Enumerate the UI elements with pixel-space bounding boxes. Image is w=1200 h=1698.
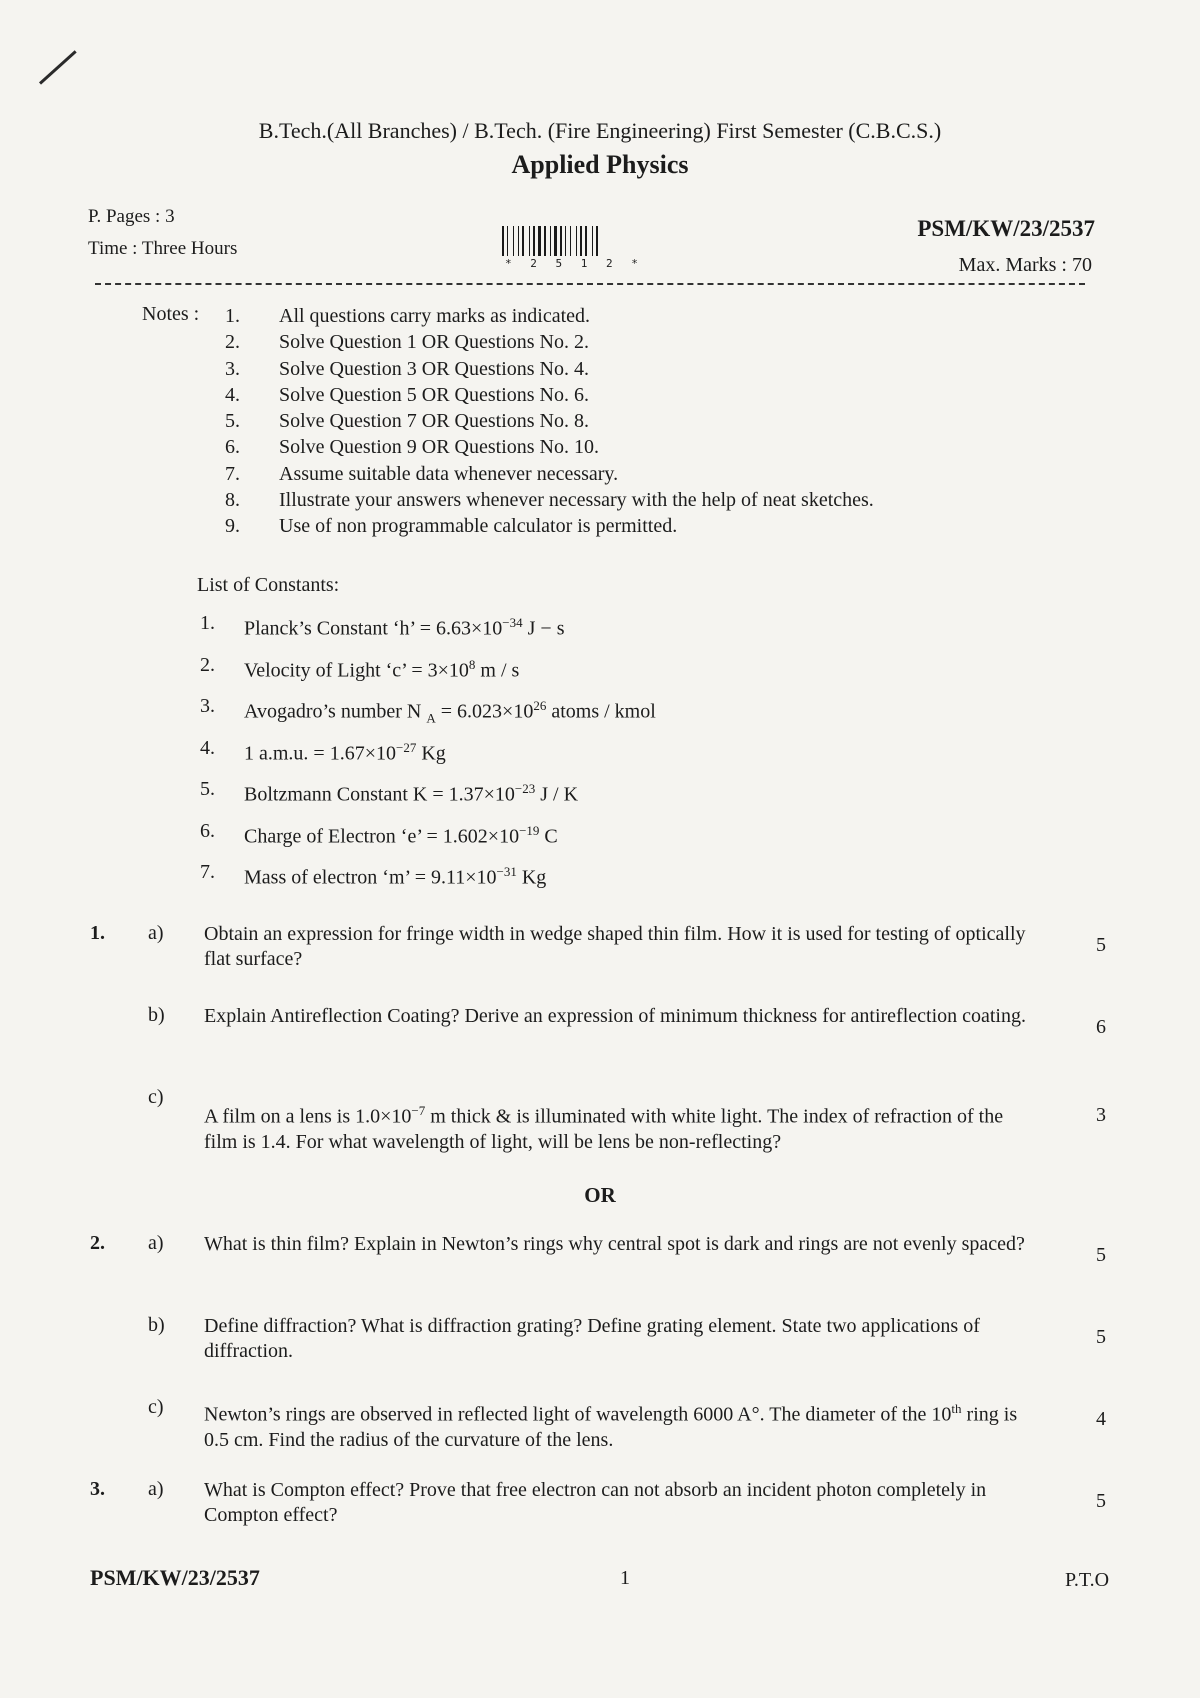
note-item bbox=[225, 513, 1025, 539]
barcode-bar bbox=[513, 226, 514, 256]
question-text-superscript: th bbox=[951, 1401, 962, 1416]
note-item bbox=[225, 303, 1025, 329]
constant-mantissa: = 1.602×10 bbox=[426, 825, 520, 848]
constant-expression bbox=[244, 857, 546, 899]
notes-label: Notes : bbox=[142, 303, 200, 325]
constant-label: Avogadro’s number N bbox=[244, 700, 422, 723]
note-item bbox=[225, 329, 1025, 355]
barcode-bar bbox=[585, 226, 587, 256]
question-marks: 6 bbox=[1096, 1016, 1106, 1038]
note-number: 6. bbox=[225, 436, 240, 459]
page-count: P. Pages : 3 bbox=[88, 206, 175, 227]
notes-list bbox=[225, 303, 1025, 540]
question-part: a) bbox=[148, 1232, 164, 1254]
course-heading: B.Tech.(All Branches) / B.Tech. (Fire Engineering) First Semester (C.B.C.S.) bbox=[258, 118, 942, 143]
constant-expression bbox=[244, 816, 558, 858]
constant-label: Charge of Electron ‘e’ bbox=[244, 825, 422, 848]
constant-mantissa: = 6.023×10 bbox=[435, 700, 534, 723]
constant-expression bbox=[244, 691, 656, 733]
barcode-bar bbox=[536, 226, 537, 256]
constant-mantissa: = 6.63×10 bbox=[419, 617, 503, 640]
note-number: 8. bbox=[225, 489, 240, 512]
constant-item bbox=[200, 691, 900, 733]
question-text-post: ring is 0.5 cm. Find the radius of the curvature of the lens. bbox=[204, 1403, 1018, 1451]
question-marks: 3 bbox=[1096, 1104, 1106, 1126]
constant-number: 6. bbox=[200, 819, 215, 842]
question-text: Define diffraction? What is diffraction grating? Define grating element. State two applications of diffraction. bbox=[204, 1315, 980, 1362]
constant-unit: atoms / kmol bbox=[546, 700, 656, 723]
note-text: Solve Question 1 OR Questions No. 2. bbox=[279, 331, 589, 354]
page-number: 1 bbox=[620, 1567, 630, 1589]
question-number: 2. bbox=[90, 1232, 105, 1254]
question-text: Obtain an expression for fringe width in wedge shaped thin film. How it is used for testing of optically flat surface? bbox=[204, 923, 1026, 970]
note-text: Solve Question 7 OR Questions No. 8. bbox=[279, 410, 589, 433]
constant-exp: −34 bbox=[502, 615, 523, 630]
constant-number: 4. bbox=[200, 736, 215, 759]
constant-sub: A bbox=[426, 710, 436, 726]
barcode bbox=[502, 226, 632, 256]
question-text bbox=[204, 1098, 1034, 1155]
question-text: What is Compton effect? Prove that free electron can not absorb an incident photon completely in Compton effect? bbox=[204, 1479, 987, 1526]
constant-expression bbox=[244, 774, 578, 816]
question-text-pre: Newton’s rings are observed in reflected light of wavelength 6000 A°. The diameter of the 10 bbox=[204, 1403, 952, 1426]
constant-exp: −23 bbox=[514, 781, 536, 796]
question-marks: 5 bbox=[1096, 1326, 1106, 1348]
question-marks: 5 bbox=[1096, 934, 1106, 956]
constants-list bbox=[200, 608, 900, 899]
question-part: c) bbox=[148, 1396, 164, 1418]
note-number: 4. bbox=[225, 383, 240, 406]
note-text: Solve Question 3 OR Questions No. 4. bbox=[279, 357, 589, 380]
note-number: 7. bbox=[225, 462, 240, 485]
question-part: b) bbox=[148, 1004, 165, 1026]
barcode-bar bbox=[592, 226, 593, 256]
barcode-bar bbox=[542, 226, 543, 256]
barcode-bar bbox=[515, 226, 517, 256]
barcode-bar bbox=[509, 226, 512, 256]
constant-expression bbox=[244, 733, 446, 775]
constant-exp: 26 bbox=[533, 698, 547, 713]
barcode-bar bbox=[560, 226, 562, 256]
constant-item bbox=[200, 733, 900, 775]
question-part: c) bbox=[148, 1086, 164, 1108]
barcode-bar bbox=[572, 226, 575, 256]
header-divider bbox=[95, 283, 1085, 285]
constant-mantissa: = 3×10 bbox=[411, 659, 469, 682]
constant-exp: −27 bbox=[396, 739, 417, 755]
constant-number: 2. bbox=[200, 653, 215, 676]
note-item bbox=[225, 461, 1025, 487]
constant-item bbox=[200, 857, 900, 899]
please-turn-over: P.T.O bbox=[1065, 1569, 1110, 1591]
barcode-bar bbox=[563, 226, 564, 256]
constant-exp: −19 bbox=[519, 822, 540, 838]
note-number: 9. bbox=[225, 515, 240, 538]
note-text: All questions carry marks as indicated. bbox=[279, 305, 591, 327]
barcode-bar bbox=[547, 226, 549, 256]
barcode-bar bbox=[596, 226, 598, 256]
constant-unit: m / s bbox=[475, 659, 520, 682]
constant-expression bbox=[244, 650, 519, 692]
note-item bbox=[225, 408, 1025, 434]
constant-number: 1. bbox=[200, 612, 215, 634]
question-text-post: m thick & is illuminated with white light. The index of refraction of the film is 1.4. For what wavelength of light, will be lens be non-reflecting? bbox=[204, 1105, 1004, 1153]
note-number: 5. bbox=[225, 410, 240, 433]
barcode-bar bbox=[552, 226, 553, 256]
barcode-bar bbox=[567, 226, 569, 256]
question-number: 3. bbox=[90, 1478, 105, 1500]
question-part: b) bbox=[148, 1314, 165, 1336]
barcode-bar bbox=[580, 226, 582, 256]
or-separator: OR bbox=[584, 1183, 616, 1207]
note-text: Assume suitable data whenever necessary. bbox=[279, 462, 619, 485]
barcode-bar bbox=[570, 226, 571, 256]
constant-mantissa: 1.67×10 bbox=[329, 742, 396, 765]
question-text-pre: A film on a lens is 1.0×10 bbox=[204, 1105, 412, 1128]
constant-expression bbox=[244, 608, 565, 650]
barcode-bar bbox=[550, 226, 551, 256]
barcode-bar bbox=[554, 226, 557, 256]
note-number: 2. bbox=[225, 331, 240, 354]
constant-number: 7. bbox=[200, 861, 215, 883]
constant-number: 5. bbox=[200, 778, 215, 800]
barcode-bar bbox=[507, 226, 508, 256]
note-item bbox=[225, 356, 1025, 382]
question-number: 1. bbox=[90, 922, 105, 944]
barcode-bar bbox=[531, 226, 532, 256]
barcode-bar bbox=[594, 226, 595, 256]
barcode-bar bbox=[502, 226, 504, 256]
constant-unit: J − s bbox=[522, 617, 565, 640]
constant-unit: J / K bbox=[535, 783, 579, 806]
constant-unit: C bbox=[539, 825, 558, 848]
question-marks: 5 bbox=[1096, 1490, 1106, 1512]
barcode-bar bbox=[558, 226, 559, 256]
constant-item bbox=[200, 816, 900, 858]
constant-number: 3. bbox=[200, 695, 215, 717]
note-text: Illustrate your answers whenever necessary with the help of neat sketches. bbox=[279, 489, 874, 512]
question-text: Explain Antireflection Coating? Derive an expression of minimum thickness for antireflection coating. bbox=[204, 1005, 1026, 1027]
barcode-bar bbox=[576, 226, 577, 256]
constant-item bbox=[200, 774, 900, 816]
subject-title: Applied Physics bbox=[511, 150, 689, 179]
note-item bbox=[225, 382, 1025, 408]
barcode-bar bbox=[565, 226, 566, 256]
question-part: a) bbox=[148, 922, 164, 944]
constant-label: 1 a.m.u. = bbox=[244, 742, 325, 765]
note-item bbox=[225, 434, 1025, 460]
barcode-bar bbox=[522, 226, 524, 256]
note-text: Solve Question 9 OR Questions No. 10. bbox=[279, 436, 599, 459]
constant-exp: 8 bbox=[468, 656, 476, 672]
barcode-bar bbox=[525, 226, 528, 256]
note-item bbox=[225, 487, 1025, 513]
barcode-bar bbox=[583, 226, 584, 256]
constant-label: Mass of electron ‘m’ bbox=[244, 866, 410, 889]
barcode-bar bbox=[518, 226, 519, 256]
barcode-digits: * 2 5 1 2 * bbox=[505, 257, 644, 270]
question-marks: 5 bbox=[1096, 1244, 1106, 1266]
constant-item bbox=[200, 650, 900, 692]
constant-exp: −31 bbox=[496, 864, 517, 879]
question-text: What is thin film? Explain in Newton’s rings why central spot is dark and rings are not evenly spaced? bbox=[204, 1233, 1025, 1255]
barcode-bar bbox=[538, 226, 541, 256]
max-marks: Max. Marks : 70 bbox=[958, 254, 1092, 276]
footer-paper-code: PSM/KW/23/2537 bbox=[90, 1565, 260, 1590]
barcode-bar bbox=[520, 226, 521, 256]
question-part: a) bbox=[148, 1478, 164, 1500]
paper-code: PSM/KW/23/2537 bbox=[917, 216, 1095, 241]
barcode-bar bbox=[544, 226, 546, 256]
note-number: 3. bbox=[225, 357, 240, 380]
constant-unit: Kg bbox=[516, 866, 547, 889]
note-text: Use of non programmable calculator is permitted. bbox=[279, 515, 678, 538]
exam-duration: Time : Three Hours bbox=[88, 238, 238, 259]
note-text: Solve Question 5 OR Questions No. 6. bbox=[279, 383, 589, 406]
barcode-bar bbox=[588, 226, 591, 256]
barcode-bar bbox=[578, 226, 579, 256]
constants-title: List of Constants: bbox=[197, 574, 340, 596]
question-text bbox=[204, 1396, 1034, 1453]
constant-mantissa: K = 1.37×10 bbox=[412, 783, 515, 806]
note-number: 1. bbox=[225, 305, 240, 327]
barcode-bar bbox=[533, 226, 535, 256]
question-marks: 4 bbox=[1096, 1408, 1106, 1430]
barcode-bar bbox=[529, 226, 530, 256]
constant-unit: Kg bbox=[416, 742, 446, 765]
constant-mantissa: = 9.11×10 bbox=[414, 866, 497, 889]
constant-label: Planck’s Constant ‘h’ bbox=[244, 617, 415, 640]
constant-label: Boltzmann Constant bbox=[244, 783, 408, 806]
pen-mark bbox=[39, 50, 77, 84]
barcode-bar bbox=[505, 226, 506, 256]
constant-item bbox=[200, 608, 900, 650]
constant-label: Velocity of Light ‘c’ bbox=[244, 659, 407, 682]
question-text-exponent: −7 bbox=[411, 1103, 426, 1118]
